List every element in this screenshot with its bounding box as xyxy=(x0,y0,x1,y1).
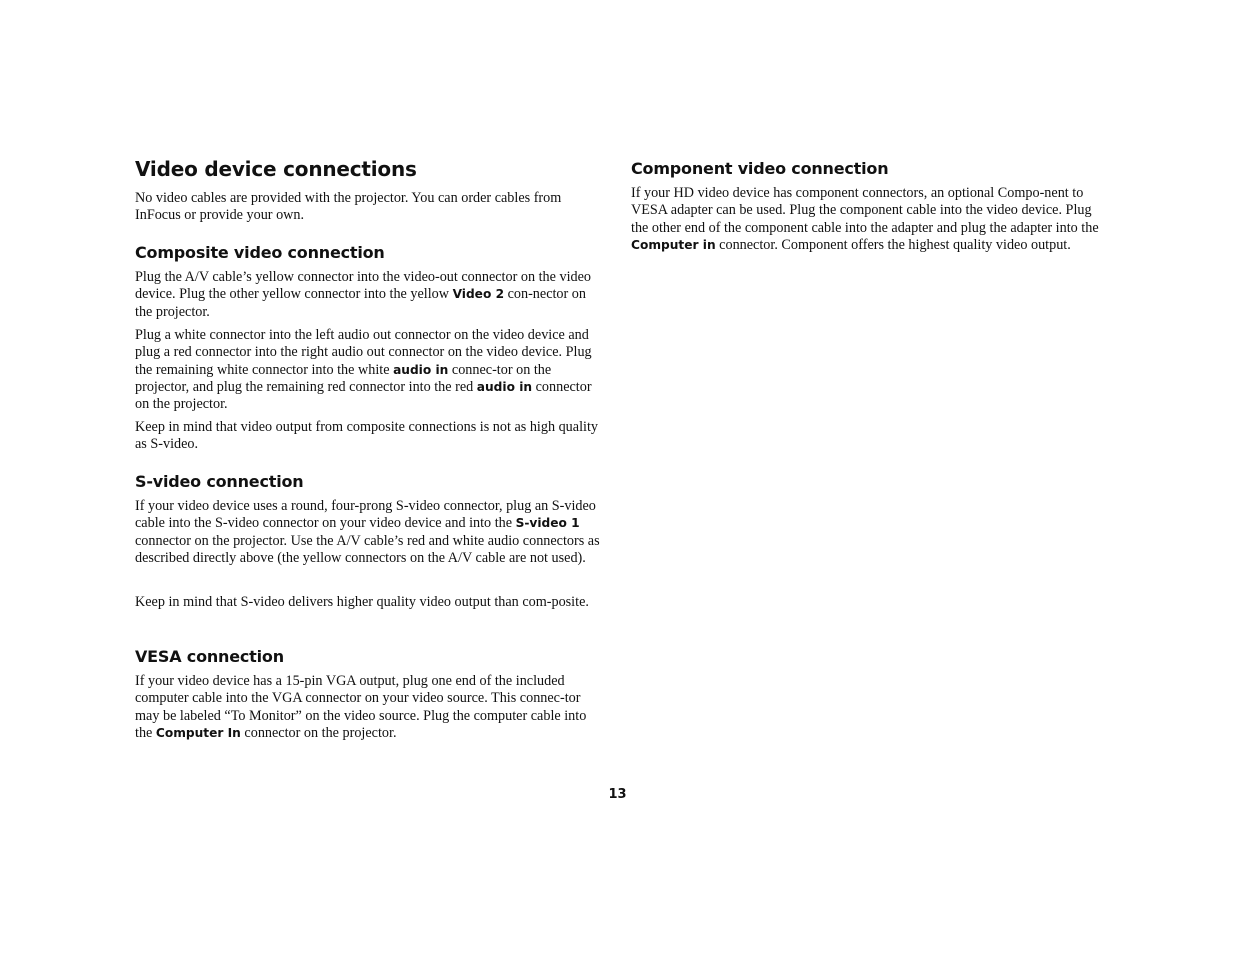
vesa-paragraph: If your video device has a 15-pin VGA output, plug one end of the included computer cable into the VGA connector on your video source. This connec-tor may be labeled “To Monitor” on the video source. Plug the computer cable into the Computer In connector on the projector. xyxy=(135,673,587,741)
audio-in-label: audio in xyxy=(393,362,449,377)
page-title: Video device connections xyxy=(135,157,417,181)
composite-paragraph-3: Keep in mind that video output from composite connections is not as high quality as S-video. xyxy=(135,419,598,453)
computer-in-label-right: Computer in xyxy=(631,237,716,252)
component-heading: Component video connection xyxy=(631,159,889,178)
vesa-heading: VESA connection xyxy=(135,647,284,666)
svideo-paragraph-2: Keep in mind that S-video delivers higher quality video output than com-posite. xyxy=(135,594,589,610)
audio-in-label-2: audio in xyxy=(476,379,533,394)
svideo-heading: S-video connection xyxy=(135,472,304,491)
video-2-label: Video 2 xyxy=(452,287,505,302)
component-paragraph: If your HD video device has component connectors, an optional Compo-nent to VESA adapter can be used. Plug the component cable into the video device. Plug the other end of the component cable into the adapter and plug the adapter into the Computer in connector. Component offers the highest quality video output. xyxy=(631,185,1099,253)
composite-paragraph-2: Plug a white connector into the left audio out connector on the video device and plug a red connector into the right audio out connector on the video device. Plug the remaining white connector into the white audio in connec-tor on the projector, and plug the remaining red connector into the red audio in connector on the projector. xyxy=(135,327,592,413)
svideo-1-label: S-video 1 xyxy=(515,516,580,531)
page-number: 13 xyxy=(608,787,627,802)
intro-paragraph: No video cables are provided with the projector. You can order cables from InFocus or provide your own. xyxy=(135,190,562,224)
composite-paragraph-1: Plug the A/V cable’s yellow connector into the video-out connector on the video device. Plug the other yellow connector into the yellow Video 2 con-nector on the projector. xyxy=(135,269,591,320)
composite-heading: Composite video connection xyxy=(135,243,385,262)
computer-in-label: Computer In xyxy=(155,725,241,740)
svideo-paragraph-1: If your video device uses a round, four-prong S-video connector, plug an S-video cable into the S-video connector on your video device and into the S-video 1 connector on the projector. Use the A/V cable’s red and white audio connectors as described directly above (the yellow connectors on the A/V cable are not used). xyxy=(135,498,600,566)
